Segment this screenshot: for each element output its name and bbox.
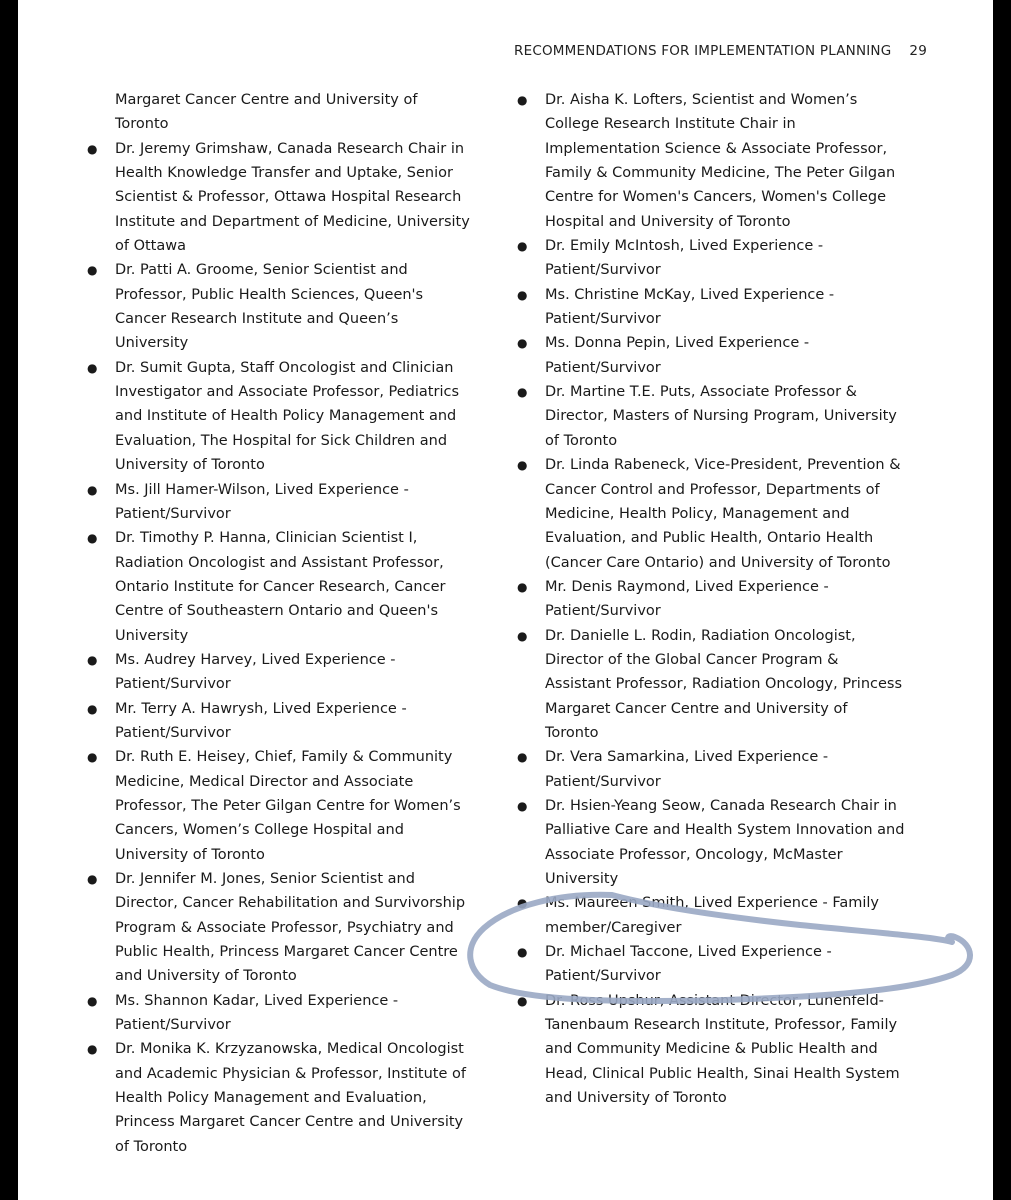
list-item: [517, 745, 905, 794]
list-item: [517, 88, 905, 234]
bullet-icon: ●: [517, 628, 528, 643]
bullet-icon: ●: [517, 798, 528, 813]
list-item-text: Dr. Jeremy Grimshaw, Canada Research Chair in Health Knowledge Transfer and Uptake, Senior Scientist & Professor, Ottawa Hospital Research Institute and Department of Medicine, University of Ottawa: [115, 140, 470, 255]
left-column-list: [87, 88, 475, 1159]
bullet-icon: ●: [87, 263, 98, 278]
list-item-text: Dr. Danielle L. Rodin, Radiation Oncologist, Director of the Global Cancer Program & Assistant Professor, Radiation Oncology, Princess Margaret Cancer Centre and University of Toronto: [545, 627, 903, 741]
list-item: [517, 891, 905, 940]
list-item: [517, 940, 905, 989]
list-item-text: Dr. Aisha K. Lofters, Scientist and Women’s College Research Institute Chair in Implementation Science & Associate Professor, Family & Community Medicine, The Peter Gilgan Centre for Women's Cancers, Women's College Hospital and University of Toronto: [545, 92, 896, 230]
bullet-icon: ●: [87, 531, 98, 546]
list-item-text: Dr. Hsien-Yeang Seow, Canada Research Chair in Palliative Care and Health System Innovation and Associate Professor, Oncology, McMaster University: [545, 797, 905, 887]
right-column-list: [517, 88, 905, 1110]
list-item: [517, 624, 905, 746]
list-item: [87, 356, 475, 478]
list-item: [517, 453, 905, 575]
bullet-icon: ●: [517, 458, 528, 473]
bullet-icon: ●: [87, 701, 98, 716]
list-item: [87, 648, 475, 697]
list-item: [87, 697, 475, 746]
bullet-icon: ●: [517, 93, 528, 107]
page-number: 29: [909, 43, 927, 59]
list-item: [87, 1037, 475, 1159]
list-item: [87, 258, 475, 355]
list-item-text: Dr. Vera Samarkina, Lived Experience - Patient/Survivor: [545, 749, 829, 790]
list-item: [517, 234, 905, 283]
list-item-text: Ms. Christine McKay, Lived Experience - Patient/Survivor: [545, 286, 835, 328]
list-item: [87, 137, 475, 259]
list-item-text: Ms. Audrey Harvey, Lived Experience - Patient/Survivor: [115, 651, 396, 693]
list-item-text: Ms. Donna Pepin, Lived Experience - Patient/Survivor: [545, 335, 810, 376]
bullet-icon: ●: [87, 1042, 98, 1057]
bullet-icon: ●: [87, 872, 98, 886]
list-item-text: Margaret Cancer Centre and University of Toronto: [115, 92, 418, 133]
list-item-text: Mr. Terry A. Hawrysh, Lived Experience - Patient/Survivor: [115, 700, 407, 741]
list-item: [517, 575, 905, 624]
list-item: [517, 283, 905, 332]
bullet-icon: ●: [517, 336, 528, 351]
bullet-icon: ●: [517, 239, 528, 254]
list-item: [87, 526, 475, 648]
bullet-icon: ●: [517, 945, 528, 960]
list-item-text: Dr. Michael Taccone, Lived Experience - Patient/Survivor: [545, 944, 832, 985]
list-item-text: Ms. Shannon Kadar, Lived Experience - Patient/Survivor: [115, 992, 399, 1034]
bullet-icon: ●: [87, 141, 98, 156]
list-item-text: Dr. Sumit Gupta, Staff Oncologist and Clinician Investigator and Associate Professor, Pediatrics and Institute of Health Policy Management and Evaluation, The Hospital for Sick Children and University of Toronto: [115, 359, 459, 474]
list-item-text: Dr. Linda Rabeneck, Vice-President, Prevention & Cancer Control and Professor, Departments of Medicine, Health Policy, Management and Evaluation, and Public Health, Ontario Health (Cancer Care Ontario) and University of Toronto: [545, 457, 901, 571]
list-item: [87, 989, 475, 1038]
list-item-text: Dr. Emily McIntosh, Lived Experience - Patient/Survivor: [545, 238, 824, 279]
bullet-icon: ●: [87, 482, 98, 497]
list-item-text: Dr. Jennifer M. Jones, Senior Scientist and Director, Cancer Rehabilitation and Survivorship Program & Associate Professor, Psychiatry and Public Health, Princess Margaret Cancer Centre and University of Toronto: [115, 871, 466, 985]
list-item: [517, 380, 905, 453]
list-item: [115, 88, 475, 137]
bullet-icon: ●: [517, 896, 528, 911]
list-item-text: Dr. Martine T.E. Puts, Associate Professor & Director, Masters of Nursing Program, University of Toronto: [545, 384, 897, 449]
list-item: [517, 331, 905, 380]
list-item-text: Ms. Maureen Smith, Lived Experience - Family member/Caregiver: [545, 895, 879, 936]
list-item: [87, 745, 475, 867]
bullet-icon: ●: [517, 287, 528, 302]
bullet-icon: ●: [87, 993, 98, 1008]
list-item: [87, 478, 475, 527]
list-item-text: Dr. Patti A. Groome, Senior Scientist and Professor, Public Health Sciences, Queen's Cancer Research Institute and Queen’s University: [115, 262, 424, 352]
bullet-icon: ●: [517, 993, 528, 1008]
bullet-icon: ●: [517, 385, 528, 400]
list-item-text: Dr. Monika K. Krzyzanowska, Medical Oncologist and Academic Physician & Professor, Institute of Health Policy Management and Evaluation, Princess Margaret Cancer Centre and University of Toronto: [115, 1041, 466, 1155]
bullet-icon: ●: [517, 579, 528, 594]
list-item-text: Dr. Ruth E. Heisey, Chief, Family & Community Medicine, Medical Director and Associate Professor, The Peter Gilgan Centre for Women’s Cancers, Women’s College Hospital and University of Toronto: [115, 749, 461, 863]
header-title: RECOMMENDATIONS FOR IMPLEMENTATION PLANNING: [514, 43, 892, 59]
bullet-icon: ●: [87, 652, 98, 667]
list-item-text: Dr. Timothy P. Hanna, Clinician Scientist I, Radiation Oncologist and Assistant Professor, Ontario Institute for Cancer Research, Cancer Centre of Southeastern Ontario and Queen's University: [115, 530, 446, 644]
running-header: [514, 43, 927, 59]
list-item: [517, 989, 905, 1111]
list-item-text: Mr. Denis Raymond, Lived Experience - Patient/Survivor: [545, 578, 829, 620]
bullet-icon: ●: [87, 360, 98, 375]
list-item: [517, 794, 905, 891]
list-item-text: Dr. Ross Upshur, Assistant Director, Lunenfeld-Tanenbaum Research Institute, Professor, Family and Community Medicine & Public Health and Head, Clinical Public Health, Sinai Health System and University of Toronto: [545, 992, 900, 1107]
bullet-icon: ●: [517, 750, 528, 765]
bullet-icon: ●: [87, 750, 98, 765]
list-item-text: Ms. Jill Hamer-Wilson, Lived Experience - Patient/Survivor: [115, 481, 409, 522]
list-item: [87, 867, 475, 989]
